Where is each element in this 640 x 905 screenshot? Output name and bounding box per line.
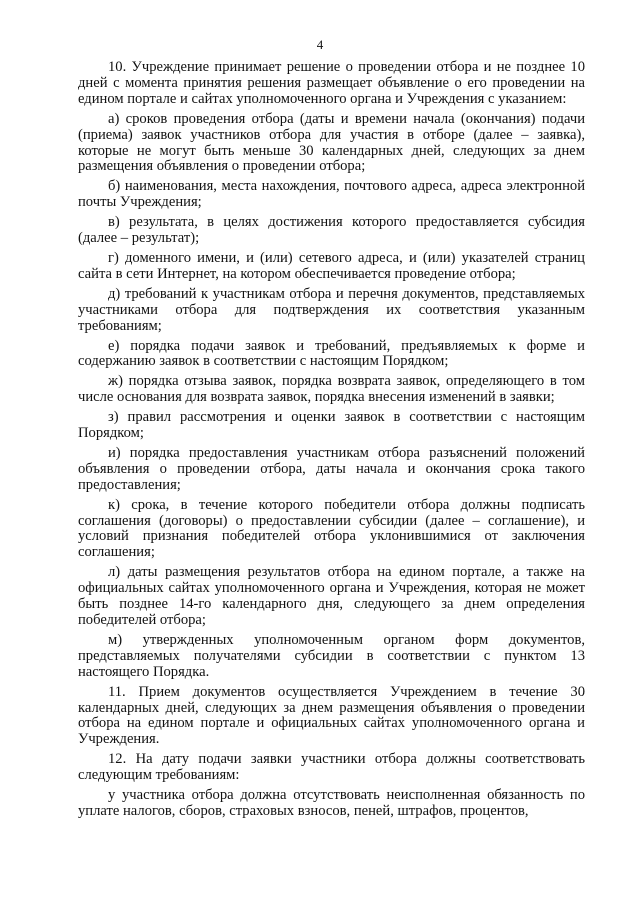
paragraph-10: 10. Учреждение принимает решение о проведении отбора и не позднее 10 дней с момента принятия решения размещает объявление о его проведении на едином портале и сайтах уполномоченного органа и Учреждения с указанием: xyxy=(78,59,585,107)
paragraph-10-i: и) порядка предоставления участникам отбора разъяснений положений объявления о проведении отбора, даты начала и окончания срока такого предоставления; xyxy=(78,444,585,493)
paragraph-10-m: м) утвержденных уполномоченным органом форм документов, представляемых получателями субсидии в соответствии с пунктом 13 настоящего Порядка. xyxy=(78,631,585,680)
paragraph-10-b: б) наименования, места нахождения, почтового адреса, адреса электронной почты Учреждения; xyxy=(78,178,585,211)
page-number: 4 xyxy=(316,37,324,52)
paragraph-10-a: а) сроков проведения отбора (даты и времени начала (окончания) подачи (приема) заявок участников отбора для участия в отборе (далее – заявка), которые не могут быть меньше 30 календарных дней, следующих за днем размещения объявления о проведении отбора; xyxy=(78,110,585,175)
paragraph-10-e: е) порядка подачи заявок и требований, предъявляемых к форме и содержанию заявок в соответствии с настоящим Порядком; xyxy=(78,337,585,370)
paragraph-11: 11. Прием документов осуществляется Учреждением в течение 30 календарных дней, следующих за днем размещения объявления о проведении отбора на едином портале и официальных сайтах уполномоченного органа и Учреждения. xyxy=(78,683,585,748)
paragraph-10-g: г) доменного имени, и (или) сетевого адреса, и (или) указателей страниц сайта в сети Интернет, на котором обеспечивается проведение отбора; xyxy=(78,249,585,282)
paragraph-10-v: в) результата, в целях достижения которого предоставляется субсидия (далее – результат); xyxy=(78,214,585,247)
paragraph-12: 12. На дату подачи заявки участники отбора должны соответствовать следующим требованиям: xyxy=(78,751,585,784)
paragraph-10-d: д) требований к участникам отбора и перечня документов, представляемых участниками отбора для подтверждения их соответствия указанным требованиям; xyxy=(78,285,585,334)
document-body xyxy=(78,60,585,820)
paragraph-10-zh: ж) порядка отзыва заявок, порядка возврата заявок, определяющего в том числе основания для возврата заявок, порядка внесения изменений в заявки; xyxy=(78,373,585,406)
paragraph-10-l: л) даты размещения результатов отбора на едином портале, а также на официальных сайтах уполномоченного органа и Учреждения, которая не может быть позднее 14-го календарного дня, следующего за днем определения победителей отбора; xyxy=(78,564,585,628)
paragraph-10-z: з) правил рассмотрения и оценки заявок в соответствии с настоящим Порядком; xyxy=(78,409,585,442)
paragraph-10-k: к) срока, в течение которого победители отбора должны подписать соглашения (договоры) о предоставлении субсидии (далее – соглашение), и условий признания победителей отбора уклонившимися от заключения соглашения; xyxy=(78,496,585,561)
paragraph-12-requirement: у участника отбора должна отсутствовать неисполненная обязанность по уплате налогов, сборов, страховых взносов, пеней, штрафов, процентов, xyxy=(78,787,585,819)
